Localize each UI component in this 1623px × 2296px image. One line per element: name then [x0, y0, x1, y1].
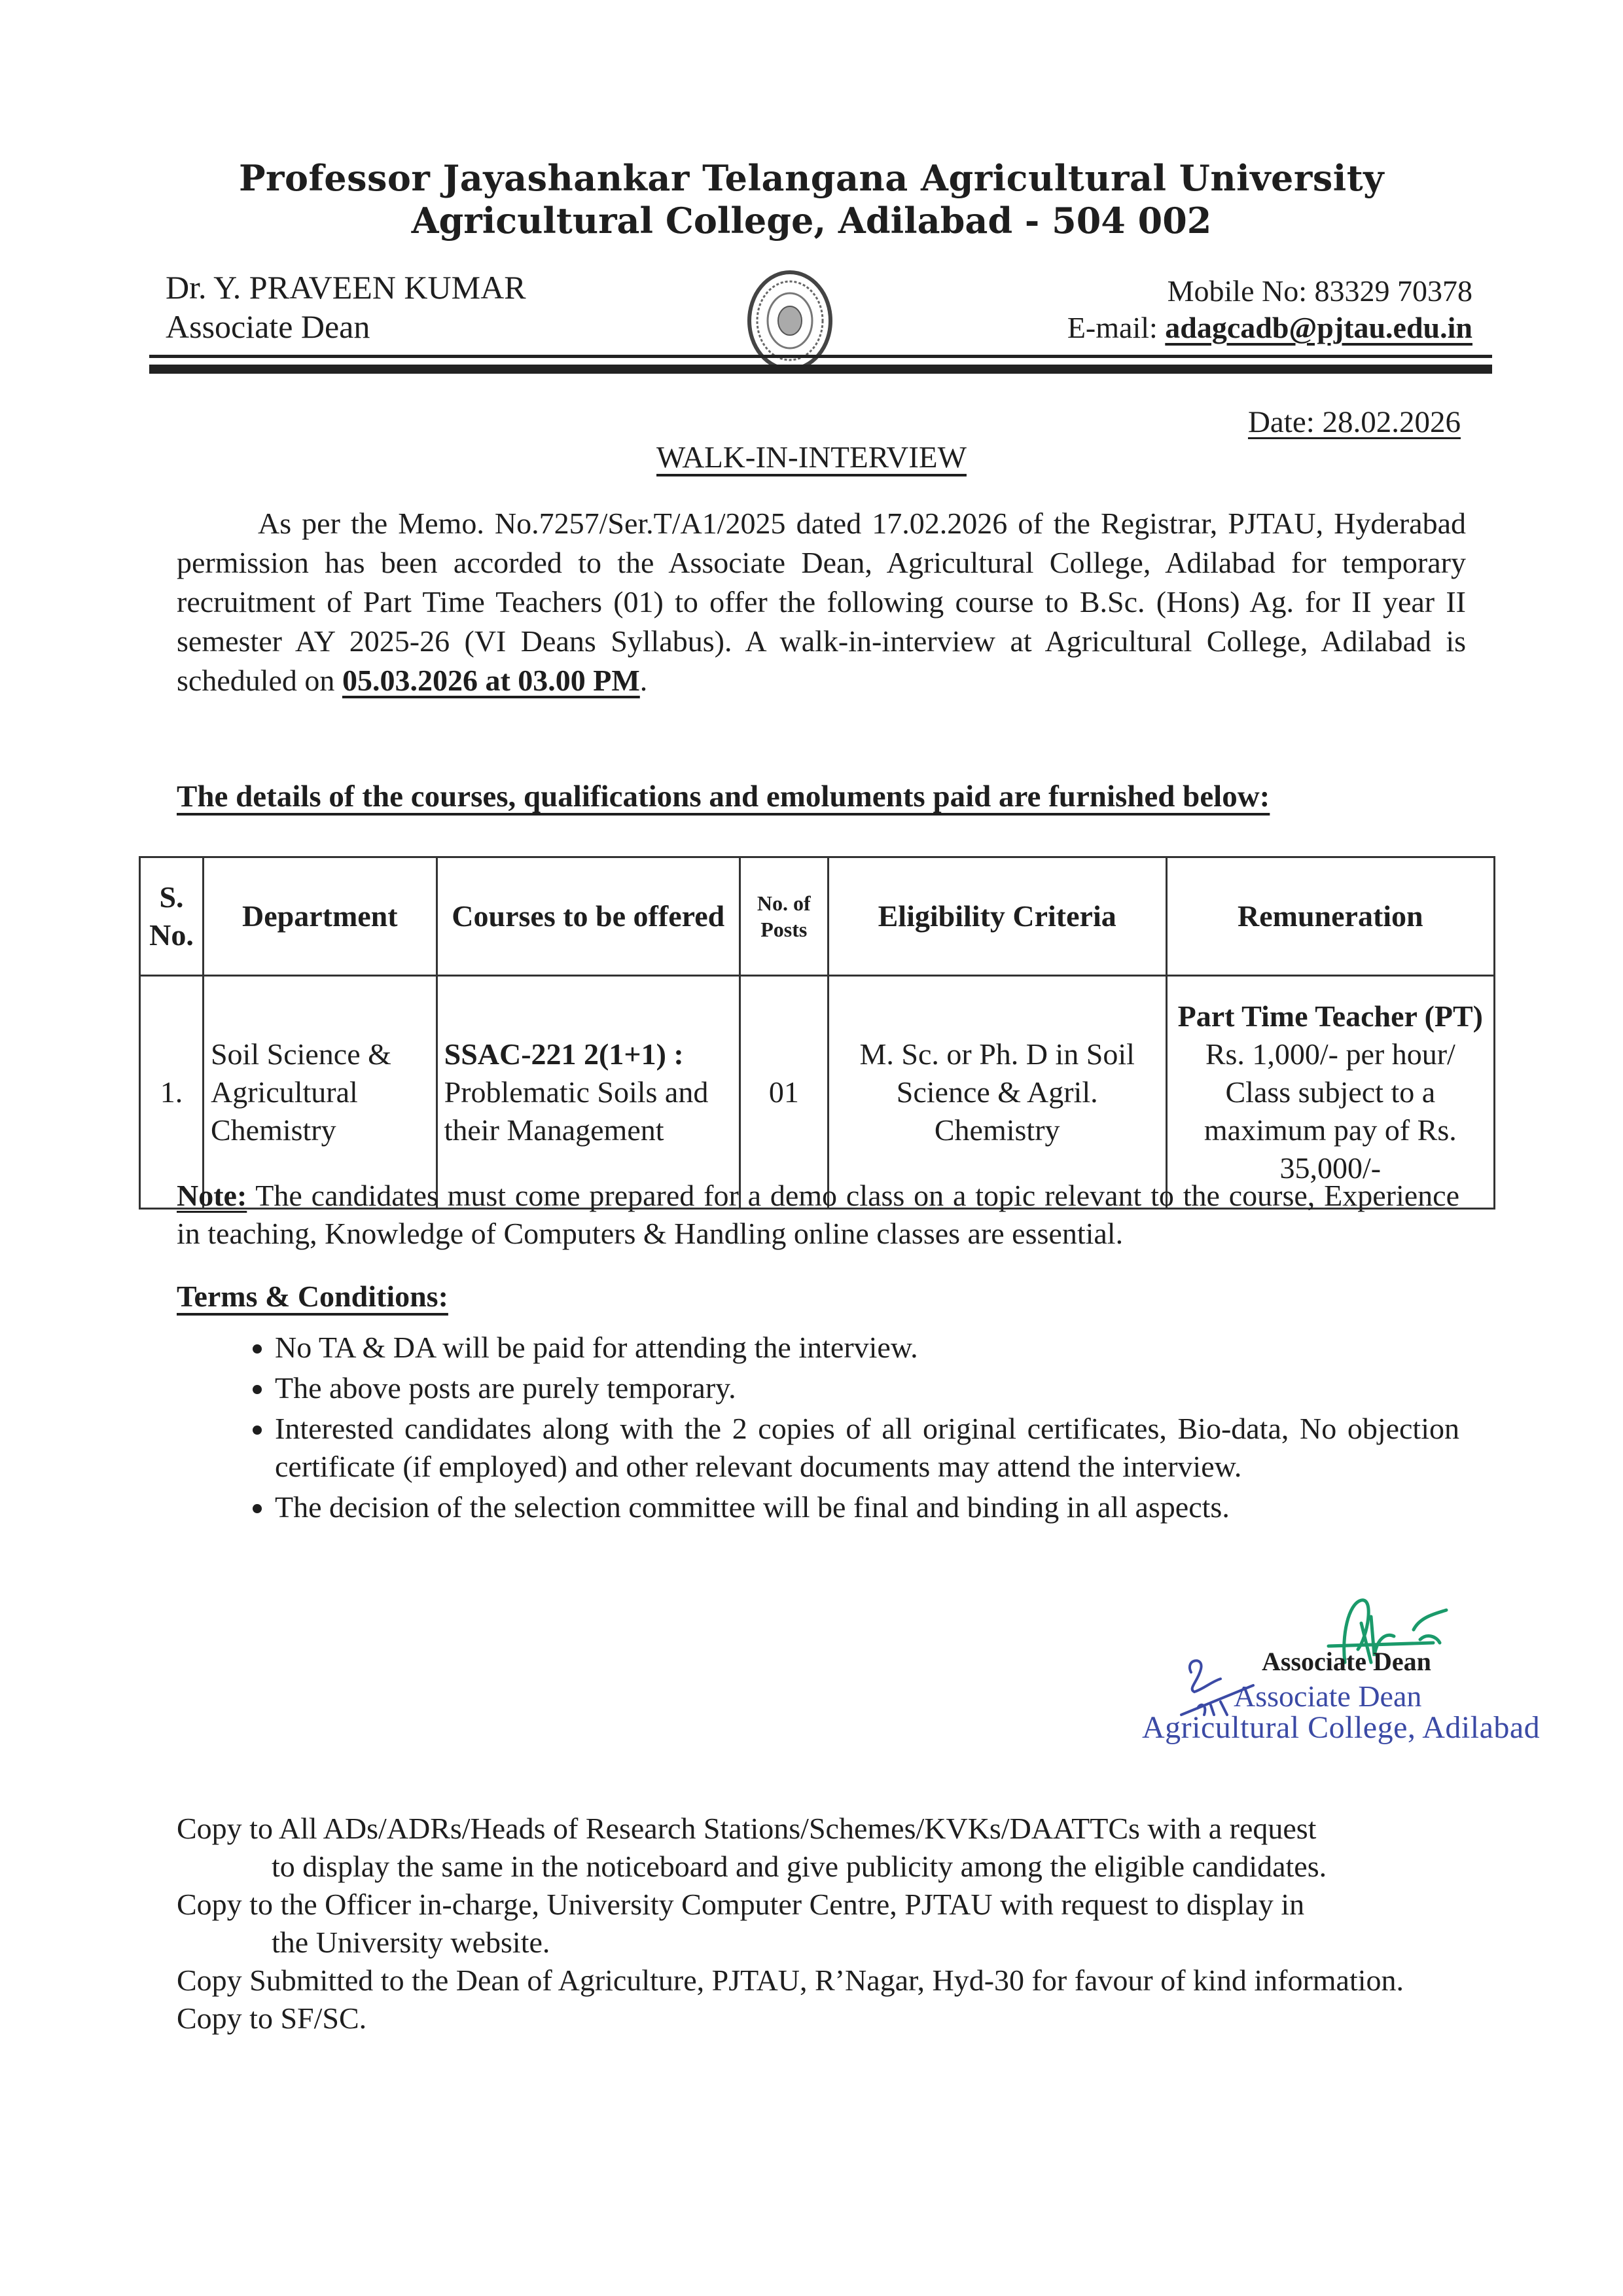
cell-eligibility: M. Sc. or Ph. D in Soil Science & Agril. Chemistry	[828, 976, 1166, 1209]
copy-to-list	[177, 1810, 1459, 2037]
interview-schedule: 05.03.2026 at 03.00 PM	[342, 664, 640, 697]
terms-item: • No TA & DA will be paid for attending the interview.	[275, 1329, 1459, 1367]
university-name: Professor Jayashankar Telangana Agricultural University	[238, 157, 1385, 199]
details-heading: The details of the courses, qualifications and emoluments paid are furnished below:	[177, 780, 1270, 814]
copy-item: Copy to SF/SC.	[177, 2001, 367, 2035]
officer-name: Dr. Y. PRAVEEN KUMAR	[166, 269, 526, 306]
email-line	[1067, 310, 1472, 345]
header-remuneration: Remuneration	[1166, 857, 1494, 976]
header-divider-thick	[149, 365, 1492, 374]
intro-text: As per the Memo. No.7257/Ser.T/A1/2025 dated 17.02.2026 of the Registrar, PJTAU, Hyderabad permission has been accorded to the Associate Dean, Agricultural College, Adilabad for temporary recruitment of Part Time Teachers (01) to offer the following course to B.Sc. (Hons) Ag. for II year II semester AY 2025-26 (VI Deans Syllabus). A walk-in-interview at Agricultural College, Adilabad is scheduled on	[177, 507, 1466, 697]
email-link[interactable]: adagcadb@pjtau.edu.in	[1165, 311, 1472, 344]
signatory-title: Associate Dean	[1262, 1647, 1431, 1676]
cell-posts: 01	[740, 976, 828, 1209]
copy-item: Copy to the Officer in-charge, University Computer Centre, PJTAU with request to display in the University website.	[177, 1888, 1305, 1959]
email-label: E-mail:	[1067, 311, 1166, 344]
terms-list	[177, 1329, 1459, 1529]
cell-remuneration	[1166, 976, 1494, 1209]
copy-item: Copy Submitted to the Dean of Agriculture, PJTAU, R’Nagar, Hyd-30 for favour of kind information.	[177, 1964, 1404, 1997]
note-label: Note:	[177, 1179, 247, 1212]
cell-course	[437, 976, 740, 1209]
table-header-row	[140, 857, 1495, 976]
header-divider-thin	[149, 355, 1492, 358]
header-posts: No. of Posts	[740, 857, 828, 976]
courses-table	[139, 856, 1495, 1210]
document-date: Date: 28.02.2026	[1247, 405, 1461, 439]
intro-paragraph: As per the Memo. No.7257/Ser.T/A1/2025 dated 17.02.2026 of the Registrar, PJTAU, Hyderabad permission has been accorded to the Associate Dean, Agricultural College, Adilabad for temporary recruitment of Part Time Teachers (01) to offer the following course to B.Sc. (Hons) Ag. for II year II semester AY 2025-26 (VI Deans Syllabus). A walk-in-interview at Agricultural College, Adilabad is scheduled on 05.03.2026 at 03.00 PM.	[177, 507, 1466, 697]
remuneration-detail: Rs. 1,000/- per hour/ Class subject to a maximum pay of Rs. 35,000/-	[1204, 1037, 1457, 1185]
copy-item: Copy to All ADs/ADRs/Heads of Research Stations/Schemes/KVKs/DAATTCs with a request to display the same in the noticeboard and give publicity among the eligible candidates.	[177, 1812, 1327, 1883]
officer-title: Associate Dean	[166, 308, 370, 345]
document-title: WALK-IN-INTERVIEW	[656, 440, 967, 475]
cell-department: Soil Science & Agricultural Chemistry	[203, 976, 437, 1209]
note-paragraph	[177, 1177, 1459, 1253]
table-row	[140, 976, 1495, 1209]
course-code: SSAC-221 2(1+1) :	[444, 1037, 684, 1071]
terms-item: • The decision of the selection committee will be final and binding in all aspects.	[275, 1488, 1459, 1526]
college-name: Agricultural College, Adilabad - 504 002	[411, 200, 1212, 242]
stamp-college: Agricultural College, Adilabad	[1142, 1710, 1541, 1745]
cell-sno: 1.	[140, 976, 204, 1209]
terms-item: • Interested candidates along with the 2 copies of all original certificates, Bio-data, No objection certificate (if employed) and other relevant documents may attend the interview.	[275, 1410, 1459, 1486]
terms-item: • The above posts are purely temporary.	[275, 1369, 1459, 1407]
course-name: Problematic Soils and their Management	[444, 1075, 709, 1147]
note-text: The candidates must come prepared for a demo class on a topic relevant to the course, Experience in teaching, Knowledge of Computers & Handling online classes are essential.	[177, 1179, 1459, 1250]
header-sno: S. No.	[140, 857, 204, 976]
remuneration-title: Part Time Teacher (PT)	[1177, 999, 1483, 1033]
header-eligibility: Eligibility Criteria	[828, 857, 1166, 976]
header-courses: Courses to be offered	[437, 857, 740, 976]
mobile-number: Mobile No: 83329 70378	[1167, 274, 1472, 308]
header-department: Department	[203, 857, 437, 976]
stamp-title: Associate Dean	[1234, 1679, 1422, 1713]
terms-heading: Terms & Conditions:	[177, 1280, 448, 1313]
